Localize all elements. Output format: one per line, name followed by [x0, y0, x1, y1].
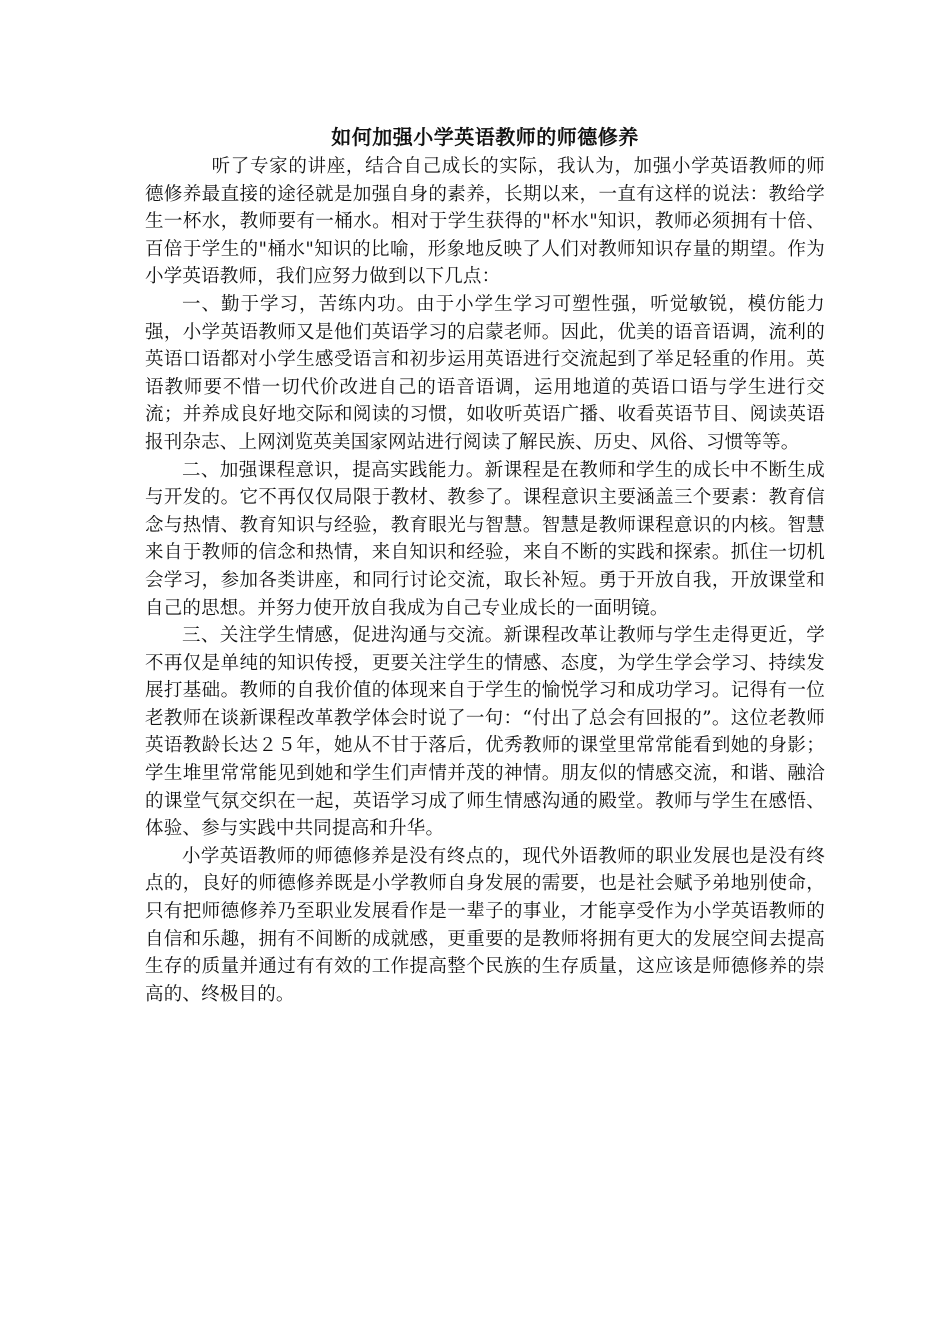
- paragraph-conclusion: 小学英语教师的师德修养是没有终点的，现代外语教师的职业发展也是没有终点的，良好的师德修养既是小学教师自身发展的需要，也是社会赋予弟地别使命，只有把师德修养乃至职业发展看作是一辈子的事业，才能享受作为小学英语教师的自信和乐趣，拥有不间断的成就感，更重要的是教师将拥有更大的发展空间去提高生存的质量并通过有有效的工作提高整个民族的生存质量，这应该是师德修养的崇高的、终极目的。: [145, 845, 825, 1005]
- document-title: 如何加强小学英语教师的师德修养: [331, 125, 639, 149]
- paragraph-point-one: 一、勤于学习，苦练内功。由于小学生学习可塑性强，听觉敏锐，模仿能力强，小学英语教师又是他们英语学习的启蒙老师。因此，优美的语音语调，流利的英语口语都对小学生感受语言和初步运用英语进行交流起到了举足轻重的作用。英语教师要不惜一切代价改进自己的语音语调，运用地道的英语口语与学生进行交流；并养成良好地交际和阅读的习惯，如收听英语广播、收看英语节目、阅读英语报刊杂志、上网浏览英美国家网站进行阅读了解民族、历史、风俗、习惯等等。: [145, 293, 825, 453]
- paragraph-point-two: 二、加强课程意识，提高实践能力。新课程是在教师和学生的成长中不断生成与开发的。它不再仅仅局限于教材、教参了。课程意识主要涵盖三个要素：教育信念与热情、教育知识与经验，教育眼光与智慧。智慧是教师课程意识的内核。智慧来自于教师的信念和热情，来自知识和经验，来自不断的实践和探索。抓住一切机会学习，参加各类讲座，和同行讨论交流，取长补短。勇于开放自我，开放课堂和自己的思想。并努力使开放自我成为自己专业成长的一面明镜。: [145, 459, 825, 619]
- paragraph-intro: 听了专家的讲座，结合自己成长的实际，我认为，加强小学英语教师的师德修养最直接的途径就是加强自身的素养，长期以来，一直有这样的说法：教给学生一杯水，教师要有一桶水。相对于学生获得的"杯水"知识，教师必须拥有十倍、百倍于学生的"桶水"知识的比喻，形象地反映了人们对教师知识存量的期望。作为小学英语教师，我们应努力做到以下几点：: [145, 156, 825, 288]
- document-body: [145, 123, 825, 1008]
- paragraph-point-three: 三、关注学生情感，促进沟通与交流。新课程改革让教师与学生走得更近，学不再仅是单纯的知识传授，更要关注学生的情感、态度，为学生学会学习、持续发展打基础。教师的自我价值的体现来自于学生的愉悦学习和成功学习。记得有一位老教师在谈新课程改革教学体会时说了一句：“付出了总会有回报的”。这位老教师英语教龄长达２５年，她从不甘于落后，优秀教师的课堂里常常能看到她的身影；学生堆里常常能见到她和学生们声情并茂的神情。朋友似的情感交流，和谐、融洽的课堂气氛交织在一起，英语学习成了师生情感沟通的殿堂。教师与学生在感悟、体验、参与实践中共同提高和升华。: [145, 625, 825, 840]
